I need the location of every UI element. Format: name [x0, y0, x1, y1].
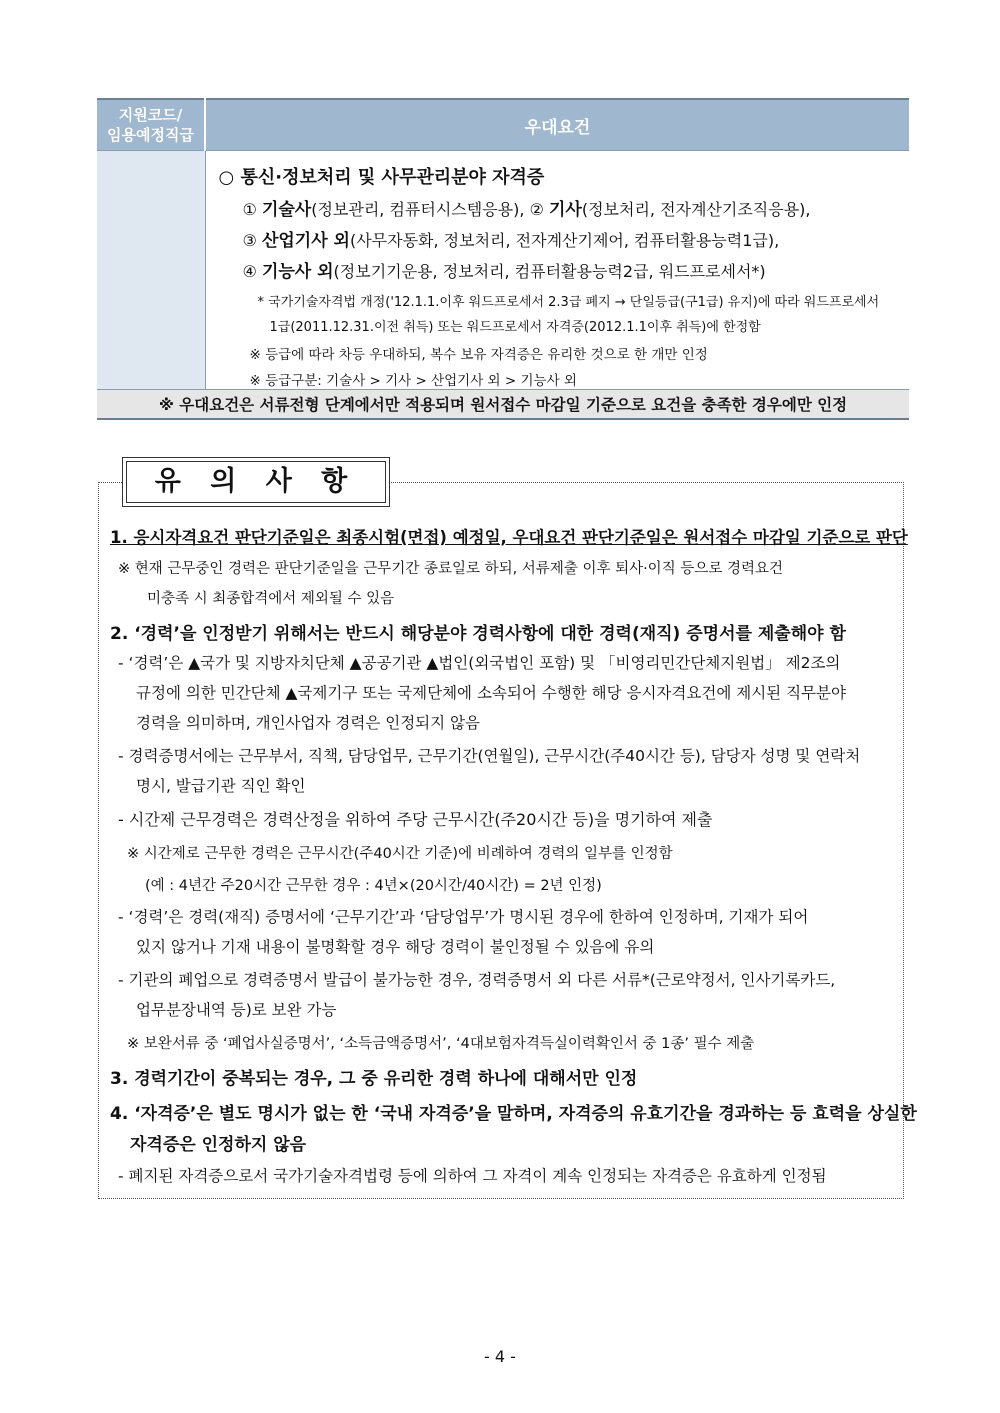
notice-line-7: 경력을 의미하며, 개인사업자 경력은 인정되지 않음: [136, 714, 480, 732]
notice-line-18: 3. 경력기간이 중복되는 경우, 그 중 유리한 경력 하나에 대해서만 인정: [110, 1069, 638, 1089]
notice-line-4: 2. ‘경력’을 인정받기 위해서는 반드시 해당분야 경력사항에 대한 경력(재직) 증명서를 제출해야 함: [110, 624, 846, 644]
bottom-note: ※ 우대요건은 서류전형 단계에서만 적용되며 원서접수 마감일 기준으로 요건을 충족한 경우에만 인정: [97, 390, 909, 420]
preference-table: [97, 98, 909, 420]
header-code-label: 지원코드/: [118, 106, 183, 124]
notice-line-11: ※ 시간제로 근무한 경력은 근무시간(주40시간 기준)에 비례하여 경력의 일부를 인정함: [127, 846, 673, 862]
note-line-1: ※ 등급에 따라 차등 우대하되, 복수 보유 자격증은 유리한 것으로 한 개만 인정: [249, 347, 708, 363]
notice-line-13: - ‘경력’은 경력(재직) 증명서에 ‘근무기간’과 ‘담당업무’가 명시된 경우에 한하여 인정하며, 기재가 되어: [118, 908, 809, 926]
cert-item-4: ④ 기능사 외(정보기기운용, 정보처리, 컴퓨터활용능력2급, 워드프로세서*): [242, 262, 766, 282]
notice-line-15: - 기관의 폐업으로 경력증명서 발급이 불가능한 경우, 경력증명서 외 다른 서류*(근로약정서, 인사기록카드,: [118, 971, 836, 989]
footnote-line-2: 1급(2011.12.31.이전 취득) 또는 워드프로세서 자격증(2012.1.1이후 취득)에 한정함: [269, 320, 761, 335]
notice-line-19: 4. ‘자격증’은 별도 명시가 없는 한 ‘국내 자격증’을 말하며, 자격증의 유효기간을 경과하는 등 효력을 상실한: [110, 1104, 917, 1124]
notice-title: 유 의 사 항: [126, 461, 386, 503]
notice-line-6: 규정에 의한 민간단체 ▲국제기구 또는 국제단체에 소속되어 수행한 해당 응시자격요건에 제시된 직무분야: [136, 684, 846, 702]
cert-item-1: ① 기술사(정보관리, 컴퓨터시스템응용), ② 기사(정보처리, 전자계산기조직응용),: [242, 200, 811, 220]
notice-line-12: (예 : 4년간 주20시간 근무한 경우 : 4년×(20시간/40시간) = 2년 인정): [145, 878, 602, 894]
preference-content-cell: [205, 151, 909, 390]
page-number: - 4 -: [484, 1347, 516, 1366]
notice-line-16: 업무분장내역 등)로 보완 가능: [136, 1001, 337, 1019]
notice-line-9: 명시, 발급기관 직인 확인: [136, 777, 306, 795]
notice-line-5: - ‘경력’은 ▲국가 및 지방자치단체 ▲공공기관 ▲법인(외국법인 포함) 및 「비영리민간단체지원법」 제2조의: [118, 654, 841, 672]
header-main-cell: 우대요건: [205, 99, 909, 151]
notice-line-1: 1. 응시자격요건 판단기준일은 최종시험(면접) 예정일, 우대요건 판단기준일은 원서접수 마감일 기준으로 판단: [110, 528, 908, 547]
notice-line-3: 미충족 시 최종합격에서 제외될 수 있음: [147, 591, 395, 607]
notice-line-21: - 폐지된 자격증으로서 국가기술자격법령 등에 의하여 그 자격이 계속 인정되는 자격증은 유효하게 인정됨: [118, 1167, 827, 1185]
notice-line-2: ※ 현재 근무중인 경력은 판단기준일을 근무기간 종료일로 하되, 서류제출 이후 퇴사·이직 등으로 경력요건: [118, 561, 783, 577]
cert-item-3: ③ 산업기사 외(사무자동화, 정보처리, 전자계산기제어, 컴퓨터활용능력1급),: [242, 231, 780, 251]
notice-line-14: 있지 않거나 기재 내용이 불명확할 경우 해당 경력이 불인정될 수 있음에 유의: [136, 938, 655, 956]
notice-line-20: 자격증은 인정하지 않음: [130, 1135, 307, 1155]
notice-line-10: - 시간제 근무경력은 경력산정을 위하여 주당 근무시간(주20시간 등)을 명기하여 제출: [118, 810, 713, 829]
header-code-cell: [97, 99, 205, 151]
notice-line-17: ※ 보완서류 중 ‘폐업사실증명서’, ‘소득금액증명서’, ‘4대보험자격득실이력확인서 중 1종’ 필수 제출: [127, 1036, 755, 1052]
cert-title: ○ 통신·정보처리 및 사무관리분야 자격증: [218, 167, 545, 188]
footnote-line-1: * 국가기술자격법 개정('12.1.1.이후 워드프로세서 2.3급 폐지 → 단일등급(구1급) 유지)에 따라 워드프로세서: [257, 295, 880, 310]
notice-line-8: - 경력증명서에는 근무부서, 직책, 담당업무, 근무기간(연월일), 근무시간(주40시간 등), 담당자 성명 및 연락처: [118, 747, 861, 765]
notice-title-frame: [122, 457, 390, 507]
code-cell: [97, 151, 205, 390]
header-code-label-2: 임용예정직급: [107, 126, 194, 144]
note-line-2: ※ 등급구분: 기술사 > 기사 > 산업기사 외 > 기능사 외: [249, 373, 577, 389]
